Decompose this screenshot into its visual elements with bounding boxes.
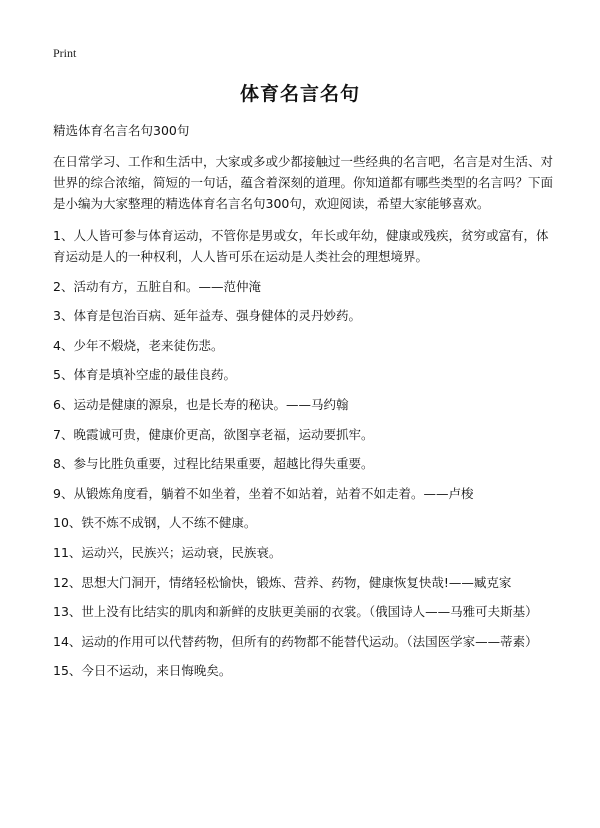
quote-item: 4、少年不煅烧，老来徒伤悲。 <box>53 337 224 353</box>
print-link[interactable]: Print <box>53 46 77 60</box>
quote-item: 8、参与比胜负重要，过程比结果重要，超越比得失重要。 <box>53 456 374 472</box>
quote-item: 9、从锻炼角度看，躺着不如坐着，坐着不如站着，站着不如走着。——卢梭 <box>53 485 474 501</box>
quote-item: 3、体育是包治百病、延年益寿、强身健体的灵丹妙药。 <box>53 308 361 324</box>
article-body <box>53 120 553 690</box>
quote-item: 1、人人皆可参与体育运动，不管你是男或女，年长或年幼，健康或残疾，贫穷或富有，体育运动是人的一种权利，人人皆可乐在运动是人类社会的理想境界。 <box>53 228 549 264</box>
quote-item: 2、活动有方，五脏自和。——范仲淹 <box>53 278 261 294</box>
quote-item: 14、运动的作用可以代替药物，但所有的药物都不能替代运动。（法国医学家——蒂素） <box>53 633 538 649</box>
quote-item: 7、晚霞诚可贵，健康价更高，欲图享老福，运动要抓牢。 <box>53 426 374 442</box>
quote-item: 11、运动兴，民族兴；运动衰，民族衰。 <box>53 544 282 560</box>
page-title: 体育名言名句 <box>239 83 360 105</box>
quote-item: 10、铁不炼不成钢，人不练不健康。 <box>53 515 257 531</box>
quote-item: 6、运动是健康的源泉，也是长寿的秘诀。——马约翰 <box>53 396 349 412</box>
quote-item: 13、世上没有比结实的肌肉和新鲜的皮肤更美丽的衣裳。（俄国诗人——马雅可夫斯基） <box>53 604 538 620</box>
article-subtitle: 精选体育名言名句300句 <box>53 123 190 138</box>
article-intro: 在日常学习、工作和生活中，大家或多或少都接触过一些经典的名言吧，名言是对生活、对世界的综合浓缩，简短的一句话，蕴含着深刻的道理。你知道都有哪些类型的名言吗？下面是小编为大家整理的精选体育名言名句300句，欢迎阅读，希望大家能够喜欢。 <box>53 154 554 211</box>
quote-item: 12、思想大门洞开，情绪轻松愉快，锻炼、营养、药物，健康恢复快哉!——臧克家 <box>53 574 512 590</box>
quote-item: 5、体育是填补空虚的最佳良药。 <box>53 367 236 383</box>
quote-item: 15、今日不运动，来日悔晚矣。 <box>53 663 232 679</box>
